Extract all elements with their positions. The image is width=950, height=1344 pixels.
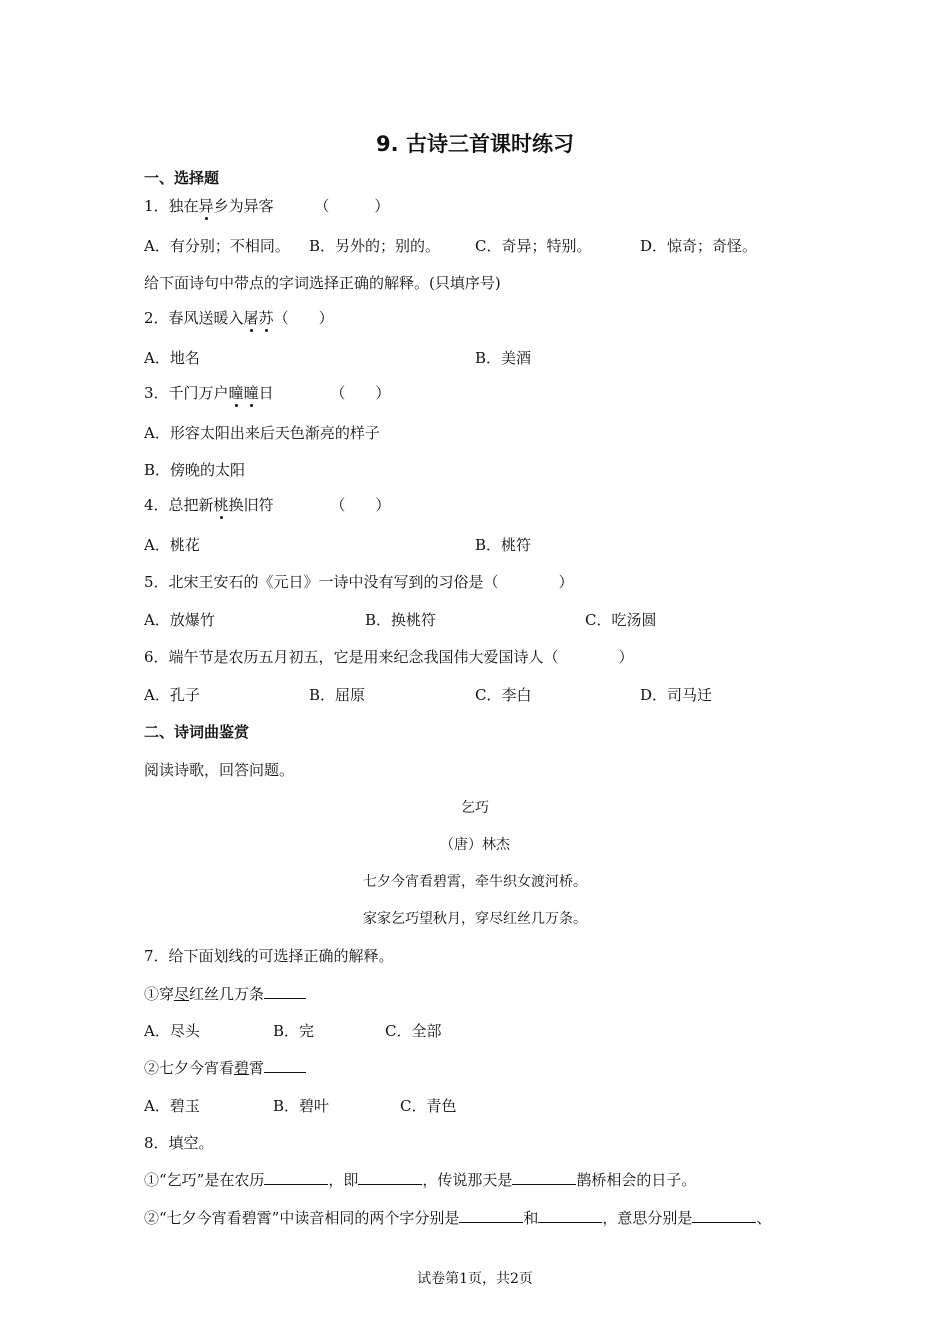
q1-option-b: B．另外的；别的。 bbox=[309, 237, 441, 255]
poem-line-1: 七夕今宵看碧霄，牵牛织女渡河桥。 bbox=[363, 874, 587, 890]
q1-option-c: C．奇异；特别。 bbox=[475, 237, 592, 255]
answer-blank[interactable] bbox=[692, 1208, 756, 1223]
answer-paren: （ ） bbox=[314, 197, 390, 215]
q5-option-b: B．换桃符 bbox=[365, 611, 437, 629]
q4-option-a: A．桃花 bbox=[144, 536, 200, 554]
q3-option-b: B．傍晚的太阳 bbox=[144, 461, 246, 479]
q7-sub-2: ②七夕今宵看碧霄 bbox=[144, 1058, 306, 1078]
answer-blank[interactable] bbox=[264, 1170, 328, 1185]
q2-option-b: B．美酒 bbox=[475, 349, 532, 367]
dotted-char: 桃 bbox=[213, 496, 229, 514]
page-title: 9. 古诗三首课时练习 bbox=[376, 132, 574, 156]
dotted-char: 苏 bbox=[258, 309, 274, 327]
dotted-char: 曈 bbox=[228, 384, 244, 402]
q7-2-option-b: B．碧叶 bbox=[273, 1097, 330, 1115]
question-8: 8．填空。 bbox=[144, 1134, 214, 1152]
underlined-char: 尽 bbox=[174, 985, 190, 1003]
answer-blank[interactable] bbox=[538, 1208, 602, 1223]
page-footer: 试卷第1页，共2页 bbox=[417, 1271, 533, 1287]
q6-option-a: A．孔子 bbox=[144, 686, 200, 704]
question-1: 1．独在异乡为异客 （ ） bbox=[144, 197, 390, 215]
section-2-heading: 二、诗词曲鉴赏 bbox=[144, 723, 250, 741]
q5-option-a: A．放爆竹 bbox=[144, 611, 215, 629]
q3-option-a: A．形容太阳出来后天色渐亮的样子 bbox=[144, 424, 380, 442]
q4-option-b: B．桃符 bbox=[475, 536, 532, 554]
underlined-char: 碧 bbox=[234, 1059, 250, 1077]
q6-option-d: D．司马迁 bbox=[640, 686, 713, 704]
answer-paren: （ ） bbox=[273, 309, 334, 327]
answer-blank[interactable] bbox=[358, 1170, 422, 1185]
q8-sub-1: ①“乞巧”是在农历 ，即 ，传说那天是 鹊桥相会的日子。 bbox=[144, 1171, 697, 1189]
poem-title: 乞巧 bbox=[461, 800, 489, 816]
q2-option-a: A．地名 bbox=[144, 349, 200, 367]
question-6: 6．端午节是农历五月初五，它是用来纪念我国伟大爱国诗人（ ） bbox=[144, 648, 634, 666]
answer-blank[interactable] bbox=[264, 1058, 306, 1073]
q1-option-d: D．惊奇；奇怪。 bbox=[640, 237, 758, 255]
answer-blank[interactable] bbox=[459, 1208, 523, 1223]
q6-option-c: C．李白 bbox=[475, 686, 532, 704]
q7-1-option-a: A．尽头 bbox=[144, 1022, 200, 1040]
q7-sub-1: ①穿尽红丝几万条 bbox=[144, 984, 306, 1004]
answer-blank[interactable] bbox=[264, 984, 306, 999]
poem-author: （唐）林杰 bbox=[440, 837, 510, 853]
q7-1-option-b: B．完 bbox=[273, 1022, 315, 1040]
question-3: 3．千门万户曈曈日 （ ） bbox=[144, 384, 391, 402]
dotted-char: 曈 bbox=[243, 384, 259, 402]
dotted-char: 异 bbox=[198, 197, 214, 215]
dotted-char: 屠 bbox=[243, 309, 259, 327]
answer-paren: （ ） bbox=[330, 496, 391, 514]
q7-2-option-c: C．青色 bbox=[400, 1097, 457, 1115]
question-5: 5．北宋王安石的《元日》一诗中没有写到的习俗是（ ） bbox=[144, 573, 574, 591]
instruction: 给下面诗句中带点的字词选择正确的解释。(只填序号) bbox=[144, 274, 501, 292]
answer-paren: （ ） bbox=[330, 384, 391, 402]
q7-2-option-a: A．碧玉 bbox=[144, 1097, 200, 1115]
poem-line-2: 家家乞巧望秋月，穿尽红丝几万条。 bbox=[363, 911, 587, 927]
q7-1-option-c: C．全部 bbox=[385, 1022, 442, 1040]
reading-instruction: 阅读诗歌，回答问题。 bbox=[144, 761, 295, 779]
section-1-heading: 一、选择题 bbox=[144, 169, 220, 187]
question-4: 4．总把新桃换旧符 （ ） bbox=[144, 496, 391, 514]
question-2: 2．春风送暖入屠苏（ ） bbox=[144, 309, 334, 327]
q6-option-b: B．屈原 bbox=[309, 686, 366, 704]
q1-option-a: A．有分别；不相同。 bbox=[144, 237, 290, 255]
question-7: 7．给下面划线的可选择正确的解释。 bbox=[144, 947, 394, 965]
answer-blank[interactable] bbox=[512, 1170, 576, 1185]
q5-option-c: C．吃汤圆 bbox=[585, 611, 657, 629]
q8-sub-2: ②“七夕今宵看碧霄”中读音相同的两个字分别是 和 ，意思分别是 、 bbox=[144, 1209, 772, 1227]
